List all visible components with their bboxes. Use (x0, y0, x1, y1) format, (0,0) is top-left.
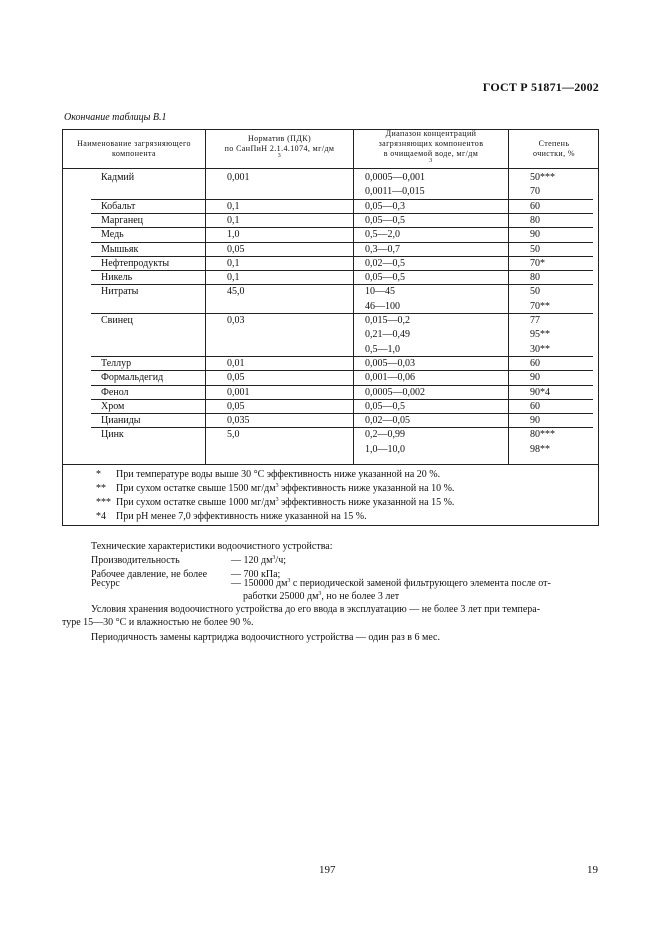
component-name: Нитраты (101, 286, 139, 298)
degree-value: 50*** (530, 172, 555, 183)
norm-value: 5,0 (227, 429, 240, 441)
component-name: Мышьяк (101, 243, 139, 255)
row-separator (91, 227, 593, 228)
degree-value: 70 (530, 186, 540, 198)
row-separator (91, 242, 593, 243)
row-separator (91, 356, 593, 357)
norm-value: 0,03 (227, 315, 245, 326)
range-value: 1,0—10,0 (365, 443, 405, 455)
page-number: 19 (587, 864, 598, 876)
note-1: * При температуре воды выше 30 °С эффективность ниже указанной на 20 %. (96, 469, 441, 480)
component-name: Фенол (101, 386, 129, 398)
degree-value: 98** (530, 443, 550, 455)
productivity-label: Производительность (91, 555, 180, 566)
norm-value: 0,1 (227, 257, 240, 269)
norm-value: 0,05 (227, 400, 245, 412)
degree-value: 50 (530, 243, 540, 255)
document-id: ГОСТ Р 51871—2002 (482, 80, 599, 94)
notes-separator (63, 464, 598, 465)
page-number-center: 197 (319, 864, 336, 876)
header-component: Наименование загрязняющего компонента (77, 139, 191, 158)
row-separator (91, 413, 593, 414)
degree-value: 80 (530, 272, 540, 284)
norm-value: 0,1 (227, 214, 240, 226)
component-name: Формальдегид (101, 372, 164, 384)
storage-line-2: туре 15—30 °С и влажностью не более 90 %. (62, 617, 254, 628)
row-separator (91, 399, 593, 400)
resource-line-2: работки 25000 $дм^3$, но не более 3 лет (243, 591, 400, 602)
component-name: Кобальт (101, 200, 136, 212)
range-value: 0,21—0,49 (365, 329, 410, 341)
range-value: 0,0005—0,002 (365, 386, 425, 398)
note-2: ** При сухом остатке свыше 1500 $мг/дм^3$ эффективность ниже указанной на 10 %. (96, 483, 455, 494)
range-value: 0,001—0,06 (365, 372, 415, 384)
header-degree: Степень очистки, % (533, 139, 575, 158)
degree-value: 70* (530, 257, 545, 269)
norm-value: 0,001 (227, 386, 250, 398)
range-value: 10—45 (365, 286, 395, 298)
header-range: Диапазон концентраций загрязняющих компонентов в очищаемой воде, мг/дм $^3$ (378, 129, 484, 164)
range-value: 0,2—0,99 (365, 429, 405, 441)
component-name: Теллур (101, 357, 132, 369)
note-4: *4 При рН менее 7,0 эффективность ниже указанной на 15 %. (96, 511, 367, 522)
norm-value: 0,001 (227, 172, 250, 183)
range-value: 0,05—0,5 (365, 272, 405, 284)
norm-value: 45,0 (227, 286, 245, 298)
range-value: 0,05—0,3 (365, 200, 405, 212)
degree-value: 90 (530, 415, 540, 427)
degree-value: 95** (530, 329, 550, 341)
replacement-text: Периодичность замены картриджа водоочистного устройства — один раз в 6 мес. (91, 632, 440, 643)
row-separator (91, 284, 593, 285)
storage-line-1: Условия хранения водоочистного устройства до его ввода в эксплуатацию — не более 3 лет при темпера- (91, 604, 541, 615)
row-separator (91, 199, 593, 200)
degree-value: 80 (530, 214, 540, 226)
range-value: 0,005—0,03 (365, 357, 415, 369)
norm-value: 0,05 (227, 372, 245, 384)
degree-value: 50 (530, 286, 540, 298)
degree-value: 60 (530, 400, 540, 412)
range-value: 0,5—2,0 (365, 229, 400, 241)
specs-heading: Технические характеристики водоочистного устройства: (91, 541, 333, 552)
norm-value: 0,035 (227, 415, 250, 427)
component-name: Свинец (101, 315, 133, 326)
degree-value: 30** (530, 343, 550, 355)
norm-value: 1,0 (227, 229, 240, 241)
table-caption: Окончание таблицы В.1 (64, 112, 167, 123)
component-name: Марганец (101, 214, 144, 226)
component-name: Медь (101, 229, 124, 241)
resource-line-1: — 150000 $дм^3$ с периодической заменой фильтрующего элемента после от- (231, 578, 551, 589)
row-separator (91, 385, 593, 386)
note-3: *** При сухом остатке свыше 1000 $мг/дм^3$ эффективность ниже указанной на 15 %. (96, 497, 455, 508)
row-separator (91, 427, 593, 428)
degree-value: 90*4 (530, 386, 550, 398)
row-separator (91, 213, 593, 214)
component-name: Кадмий (101, 172, 135, 183)
range-value: 0,0011—0,015 (365, 186, 425, 198)
resource-label-text: Ресурс (91, 578, 120, 589)
range-value: 0,0005—0,001 (365, 172, 425, 183)
degree-value: 60 (530, 357, 540, 369)
pressure-value: — 700 кПа; (231, 569, 281, 580)
degree-value: 77 (530, 315, 540, 326)
norm-value: 0,05 (227, 243, 245, 255)
component-name: Нефтепродукты (101, 257, 170, 269)
range-value: 0,3—0,7 (365, 243, 400, 255)
component-name: Цианиды (101, 415, 141, 427)
pressure-label: Рабочее давление, не более (91, 569, 208, 580)
component-name: Никель (101, 272, 133, 284)
range-value: 0,02—0,05 (365, 415, 410, 427)
row-separator (91, 313, 593, 314)
degree-value: 80*** (530, 429, 555, 441)
range-value: 0,05—0,5 (365, 400, 405, 412)
range-value: 0,015—0,2 (365, 315, 410, 326)
range-value: 46—100 (365, 300, 400, 312)
header-norm: Норматив (ПДК) по СанПиН 2.1.4.1074, мг/дм $^3$ (224, 134, 335, 159)
degree-value: 70** (530, 300, 550, 312)
row-separator (91, 370, 593, 371)
norm-value: 0,1 (227, 272, 240, 284)
range-value: 0,5—1,0 (365, 343, 400, 355)
component-name: Цинк (101, 429, 124, 441)
degree-value: 60 (530, 200, 540, 212)
component-name: Хром (101, 400, 125, 412)
range-value: 0,05—0,5 (365, 214, 405, 226)
header-separator (63, 168, 598, 169)
norm-value: 0,1 (227, 200, 240, 212)
range-value: 0,02—0,5 (365, 257, 405, 269)
norm-value: 0,01 (227, 357, 245, 369)
degree-value: 90 (530, 372, 540, 384)
degree-value: 90 (530, 229, 540, 241)
productivity-value: — 120 $дм^3/ч$; (231, 555, 287, 566)
data-table (62, 129, 599, 526)
row-separator (91, 270, 593, 271)
